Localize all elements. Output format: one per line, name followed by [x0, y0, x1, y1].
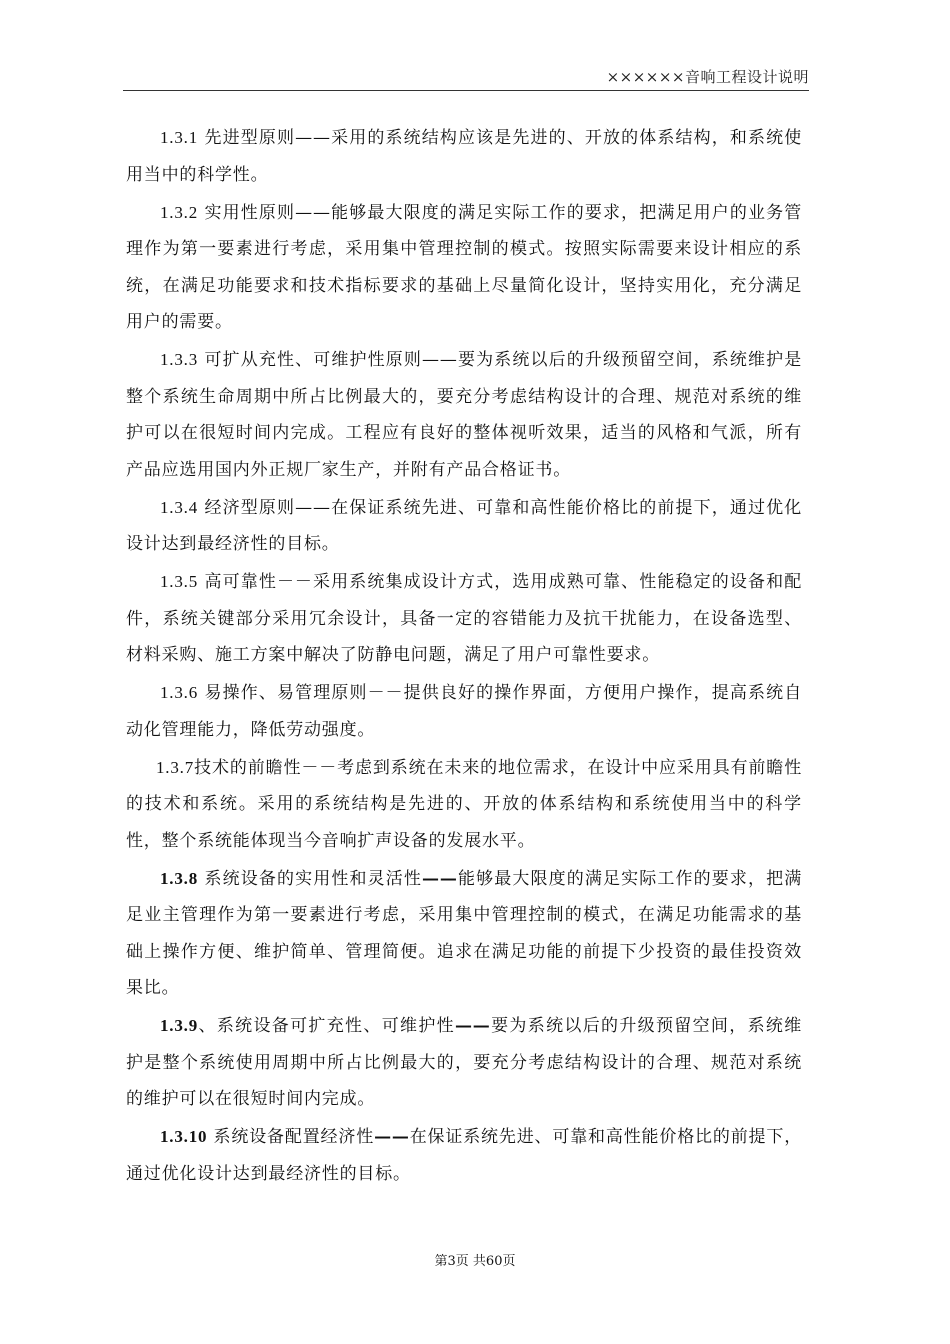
section-number: 1.3.5 — [160, 572, 198, 591]
paragraph-1-3-7 — [126, 750, 802, 860]
section-number: 1.3.4 — [160, 497, 198, 517]
paragraph-1-3-8 — [126, 861, 802, 1007]
paragraph-1-3-3 — [126, 342, 802, 488]
paragraph-lead: 系统设备的实用性和灵活性 — [198, 868, 423, 889]
paragraph-text: 能够最大限度的满足实际工作的要求，把满足业主管理作为第一要素进行考虑，采用集中管理控制的模式，在满足功能需求的基础上操作方便、维护简单、管理简便。追求在满足功能的前提下少投资的最佳投资效果比。 — [126, 868, 802, 998]
header-divider — [123, 90, 809, 91]
paragraph-1-3-5 — [126, 564, 802, 674]
section-number: 1.3.10 — [160, 1127, 208, 1146]
em-dash: —— — [454, 1016, 491, 1036]
document-body — [126, 120, 802, 1194]
page-footer: 第3页 共60页 — [434, 1254, 516, 1269]
paragraph-1-3-2 — [126, 195, 802, 341]
paragraph-text: 要为系统以后的升级预留空间，系统维护是整个系统使用周期中所占比例最大的，要充分考虑结构设计的合理、规范对系统的维护可以在很短时间内完成。 — [126, 1016, 802, 1109]
paragraph-1-3-4 — [126, 490, 802, 563]
paragraph-text: 在保证系统先进、可靠和高性能价格比的前提下，通过优化设计达到最经济性的目标。 — [126, 1127, 803, 1184]
paragraph-1-3-6 — [126, 675, 802, 748]
paragraph-text: 易操作、易管理原则－－提供良好的操作界面，方便用户操作，提高系统自动化管理能力，降低劳动强度。 — [126, 683, 802, 740]
paragraph-1-3-9 — [126, 1008, 802, 1118]
paragraph-text: 技术的前瞻性－－考虑到系统在未来的地位需求，在设计中应采用具有前瞻性的技术和系统。采用的系统结构是先进的、开放的体系结构和系统使用当中的科学性，整个系统能体现当今音响扩声设备的发展水平。 — [126, 757, 802, 851]
section-number: 1.3.2 — [160, 202, 198, 222]
em-dash: —— — [422, 868, 458, 889]
paragraph-lead: 、系统设备可扩充性、可维护性 — [198, 1016, 455, 1036]
paragraph-text: 先进型原则——采用的系统结构应该是先进的、开放的体系结构，和系统使用当中的科学性。 — [126, 128, 802, 185]
paragraph-lead: 系统设备配置经济性 — [207, 1127, 375, 1147]
section-number: 1.3.9 — [160, 1016, 198, 1035]
section-number: 1.3.7 — [156, 757, 194, 777]
section-number: 1.3.3 — [160, 350, 198, 369]
paragraph-text: 经济型原则——在保证系统先进、可靠和高性能价格比的前提下，通过优化设计达到最经济性的目标。 — [126, 497, 802, 554]
em-dash: —— — [374, 1127, 410, 1147]
section-number: 1.3.8 — [160, 868, 198, 888]
paragraph-text: 高可靠性－－采用系统集成设计方式，选用成熟可靠、性能稳定的设备和配件，系统关键部分采用冗余设计，具备一定的容错能力及抗干扰能力，在设备选型、材料采购、施工方案中解决了防静电问题，满足了用户可靠性要求。 — [126, 572, 802, 665]
paragraph-1-3-1 — [126, 120, 802, 193]
section-number: 1.3.6 — [160, 683, 198, 702]
paragraph-1-3-10 — [126, 1119, 802, 1192]
paragraph-text: 可扩从充性、可维护性原则——要为系统以后的升级预留空间，系统维护是整个系统生命周期中所占比例最大的，要充分考虑结构设计的合理、规范对系统的维护可以在很短时间内完成。工程应有良好的整体视听效果，适当的风格和气派，所有产品应选用国内外正规厂家生产，并附有产品合格证书。 — [126, 350, 802, 480]
paragraph-text: 实用性原则——能够最大限度的满足实际工作的要求，把满足用户的业务管理作为第一要素进行考虑，采用集中管理控制的模式。按照实际需要来设计相应的系统，在满足功能要求和技术指标要求的基础上尽量简化设计，坚持实用化，充分满足用户的需要。 — [126, 202, 802, 332]
header-title: ××××××音响工程设计说明 — [606, 68, 809, 86]
section-number: 1.3.1 — [160, 128, 198, 147]
